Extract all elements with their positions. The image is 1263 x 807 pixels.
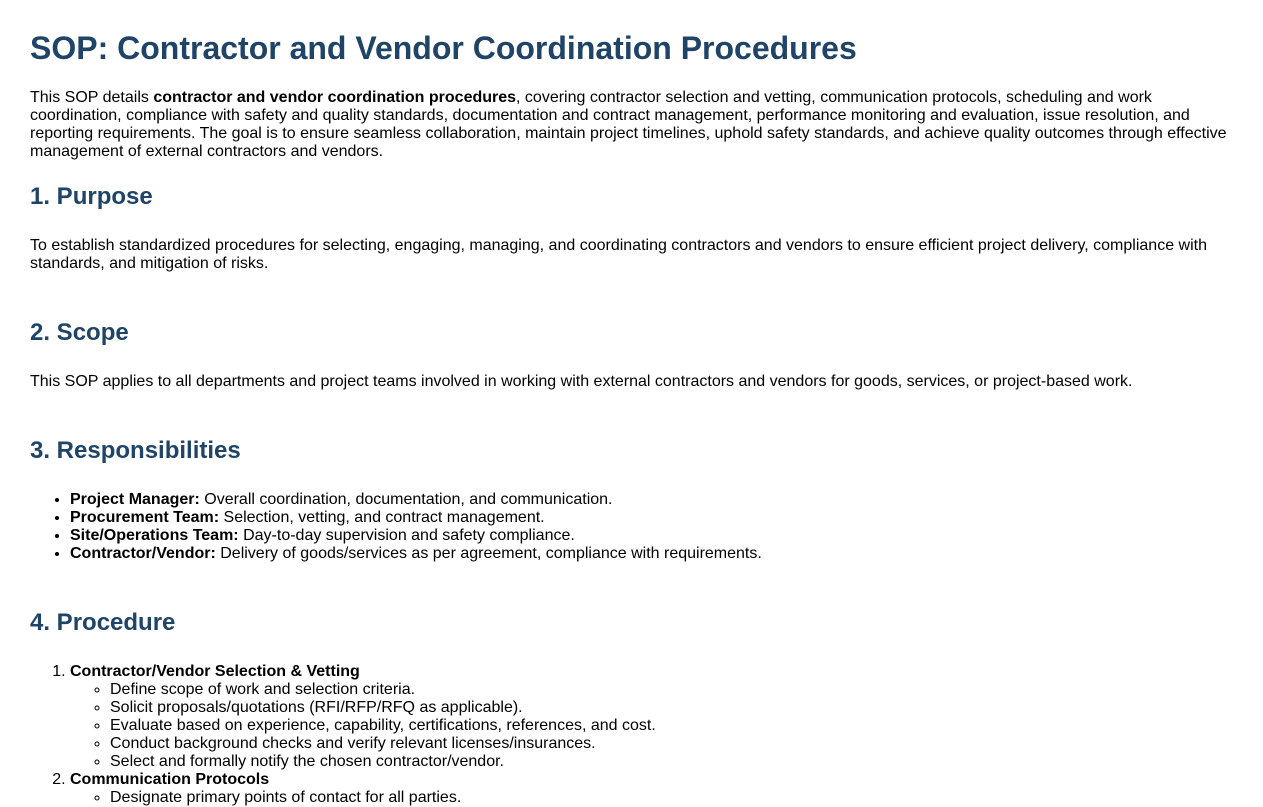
procedure-heading: 4. Procedure (30, 609, 176, 636)
purpose-text: To establish standardized procedures for selecting, engaging, managing, and coordinating contractors and vendors to ensure efficient project delivery, compliance with standards, and mitigation of risks. (30, 237, 1207, 272)
list-item (70, 545, 1233, 563)
procedure-list-wrapper (30, 663, 1233, 807)
intro-post: , covering contractor selection and vetting, communication protocols, scheduling and work coordination, compliance with safety and quality standards, documentation and contract management, performance monitoring and evaluation, issue resolution, and reporting requirements. The goal is to ensure seamless collaboration, maintain project timelines, uphold safety standards, and achieve quality outcomes through effective management of external contractors and vendors. (30, 89, 1227, 160)
role-label: Site/Operations Team: (70, 527, 239, 544)
role-label: Project Manager: (70, 491, 200, 508)
responsibilities-list (30, 491, 1233, 563)
list-item: ◦ Solicit proposals/quotations (RFI/RFP/RFQ as applicable). (110, 699, 1233, 717)
procedure-step (70, 663, 1233, 771)
procedure-step (70, 771, 1233, 807)
purpose-heading: 1. Purpose (30, 183, 153, 210)
scope-text: This SOP applies to all departments and project teams involved in working with external contractors and vendors for goods, services, or project-based work. (30, 373, 1133, 390)
role-description: Selection, vetting, and contract management. (219, 509, 545, 526)
step-substeps (70, 681, 1233, 771)
page-title: SOP: Contractor and Vendor Coordination Procedures (30, 30, 857, 66)
procedure-steps (30, 663, 1233, 807)
step-title: Communication Protocols (70, 771, 270, 788)
list-item (70, 491, 1233, 509)
step-substeps (70, 789, 1233, 807)
list-item (70, 509, 1233, 527)
list-item: ◦ Define scope of work and selection criteria. (110, 681, 1233, 699)
role-description: Overall coordination, documentation, and communication. (199, 491, 613, 508)
role-description: Delivery of goods/services as per agreement, compliance with requirements. (215, 545, 762, 562)
list-item: ◦ Select and formally notify the chosen contractor/vendor. (110, 753, 1233, 771)
role-label: Contractor/Vendor: (70, 545, 216, 562)
list-item: ◦ Designate primary points of contact for all parties. (110, 789, 1233, 807)
scope-heading: 2. Scope (30, 319, 129, 346)
responsibilities-heading: 3. Responsibilities (30, 437, 241, 464)
step-title: Contractor/Vendor Selection & Vetting (70, 663, 360, 680)
role-label: Procurement Team: (70, 509, 220, 526)
intro-paragraph (30, 89, 1233, 161)
list-item: ◦ Evaluate based on experience, capability, certifications, references, and cost. (110, 717, 1233, 735)
list-item: ◦ Conduct background checks and verify relevant licenses/insurances. (110, 735, 1233, 753)
list-item (70, 527, 1233, 545)
intro-bold: contractor and vendor coordination procedures (153, 89, 517, 106)
responsibilities-list-wrapper (30, 491, 1233, 563)
role-description: Day-to-day supervision and safety compliance. (238, 527, 575, 544)
intro-pre: This SOP details (30, 89, 154, 106)
